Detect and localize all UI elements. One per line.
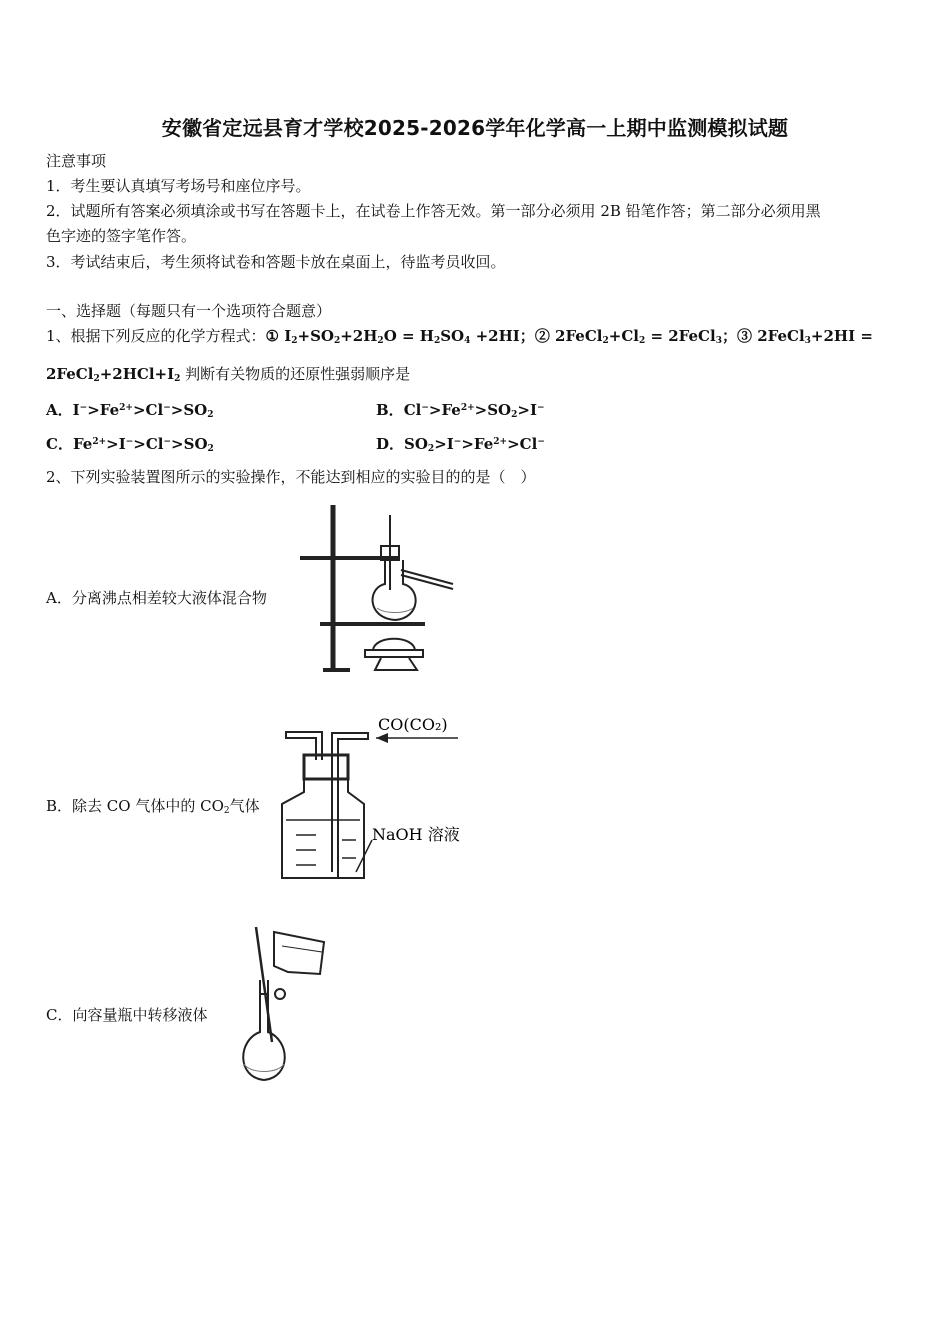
q1-stem-line2: $2FeCl_2+2HCl+I_2$ 判断有关物质的还原性强弱顺序是	[46, 365, 411, 384]
notice-item-1: 1．考生要认真填写考场号和座位序号。	[46, 177, 311, 195]
q1-stem: 1、根据下列反应的化学方程式：① $I_2+SO_2+2H_2O = H_2SO_4 +2HI$；② $2FeCl_2+Cl_2$ = 2FeCl$_3$；③ 2FeCl$_3$+2HI =	[46, 327, 873, 346]
q1-option-d[interactable]: D．$SO_2>I^->Fe^{2+}>Cl^-$	[376, 435, 545, 454]
volumetric-flask-transfer-figure	[232, 922, 342, 1087]
q2-option-a[interactable]: A．分离沸点相差较大液体混合物	[46, 589, 267, 607]
q1-option-c[interactable]: C．$Fe^{2+}>I^->Cl^->SO_2$	[46, 435, 214, 454]
q2-option-c[interactable]: C．向容量瓶中转移液体	[46, 1006, 208, 1024]
notice-heading: 注意事项	[46, 152, 107, 170]
page-title: 安徽省定远县育才学校2025-2026学年化学高一上期中监测模拟试题	[161, 116, 789, 140]
notice-item-2-cont: 色字迹的签字笔作答。	[46, 227, 197, 245]
distillation-apparatus-figure	[295, 500, 460, 680]
section-heading: 一、选择题（每题只有一个选项符合题意）	[46, 302, 332, 320]
q1-option-a[interactable]: A．$I^->Fe^{2+}>Cl^->SO_2$	[46, 401, 214, 420]
notice-item-3: 3．考试结束后，考生须将试卷和答题卡放在桌面上，待监考员收回。	[46, 253, 506, 271]
notice-item-2: 2．试题所有答案必须填涂或书写在答题卡上，在试卷上作答无效。第一部分必须用 2B 铅笔作答；第二部分必须用黑	[46, 202, 821, 220]
gas-washing-bottle-figure	[276, 700, 472, 890]
q2-option-b[interactable]: B．除去 CO 气体中的 $CO_2$气体	[46, 797, 260, 816]
q2-stem: 2、下列实验装置图所示的实验操作，不能达到相应的实验目的的是（ ）	[46, 468, 536, 486]
q1-option-b[interactable]: B．$Cl^->Fe^{2+}>SO_2>I^-$	[376, 401, 545, 420]
solution-label: NaOH 溶液	[372, 825, 460, 844]
gas-label: CO(CO₂)	[378, 715, 448, 734]
